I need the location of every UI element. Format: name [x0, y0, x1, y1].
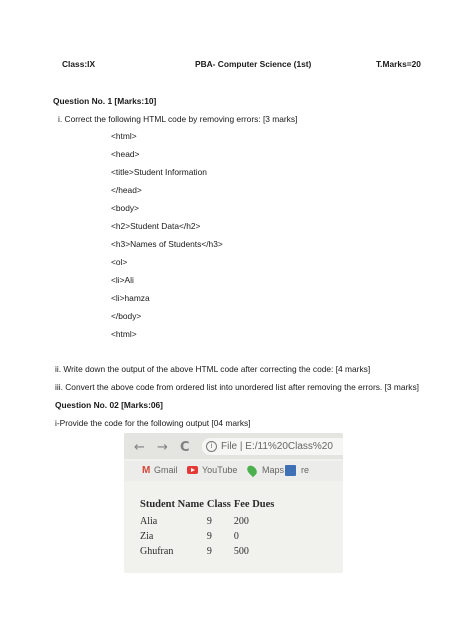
code-line: <title>Student Information: [111, 167, 207, 177]
forward-arrow-icon: →: [157, 440, 168, 455]
code-line: <html>: [111, 329, 137, 339]
output-table: [140, 499, 277, 559]
bookmarks-bar: [124, 461, 343, 481]
bookmark-gmail: Gmail: [154, 465, 178, 475]
code-line: <body>: [111, 203, 139, 213]
info-icon: i: [206, 441, 217, 452]
table-header: Class: [206, 499, 231, 510]
q2-part-i: i-Provide the code for the following output [04 marks]: [55, 418, 251, 428]
code-line: <html>: [111, 131, 137, 141]
code-line: </head>: [111, 185, 142, 195]
back-arrow-icon: ←: [134, 440, 145, 455]
table-row: [140, 514, 277, 529]
table-cell: 9: [206, 546, 212, 557]
url-text: File | E:/11%20Class%20: [221, 441, 333, 452]
code-line: </body>: [111, 311, 142, 321]
table-header: Student Name: [140, 499, 204, 510]
q1-title: Question No. 1 [Marks:10]: [53, 96, 157, 106]
header-subject: PBA- Computer Science (1st): [195, 59, 312, 69]
address-bar: [202, 438, 343, 455]
table-cell: Ghufran: [140, 546, 174, 557]
q1-part-iii: iii. Convert the above code from ordered list into unordered list after removing the errors. [3 marks]: [55, 382, 420, 392]
table-cell: 9: [206, 531, 212, 542]
table-cell: 500: [233, 546, 249, 557]
translate-icon: [285, 465, 296, 476]
table-cell: Zia: [140, 531, 154, 542]
code-line: <li>hamza: [111, 293, 150, 303]
table-row: [140, 544, 277, 559]
table-cell: Alia: [140, 516, 158, 527]
table-header-row: [140, 499, 277, 514]
youtube-icon: [187, 466, 198, 474]
bookmark-maps: Maps: [262, 465, 285, 475]
maps-icon: [245, 464, 258, 477]
code-line: <head>: [111, 149, 140, 159]
table-header: Fee Dues: [233, 499, 275, 510]
table-row: [140, 529, 277, 544]
q2-title: Question No. 02 [Marks:06]: [55, 400, 163, 410]
q1-part-i: i. Correct the following HTML code by removing errors: [3 marks]: [58, 114, 298, 124]
header-class: Class:IX: [62, 59, 96, 69]
browser-toolbar: [124, 433, 343, 459]
bookmark-youtube: YouTube: [202, 465, 238, 475]
table-cell: 200: [233, 516, 249, 527]
q1-part-ii: ii. Write down the output of the above HTML code after correcting the code: [4 marks]: [55, 364, 371, 374]
header-marks: T.Marks=20: [376, 59, 421, 69]
table-cell: 9: [206, 516, 212, 527]
reload-icon: C: [180, 440, 190, 455]
code-line: <li>Ali: [111, 275, 134, 285]
code-line: <h2>Student Data</h2>: [111, 221, 201, 231]
gmail-icon: M: [142, 465, 151, 476]
bookmark-re: re: [301, 465, 310, 475]
code-line: <h3>Names of Students</h3>: [111, 239, 223, 249]
table-cell: 0: [233, 531, 239, 542]
code-line: <ol>: [111, 257, 128, 267]
output-screenshot: [124, 433, 343, 573]
